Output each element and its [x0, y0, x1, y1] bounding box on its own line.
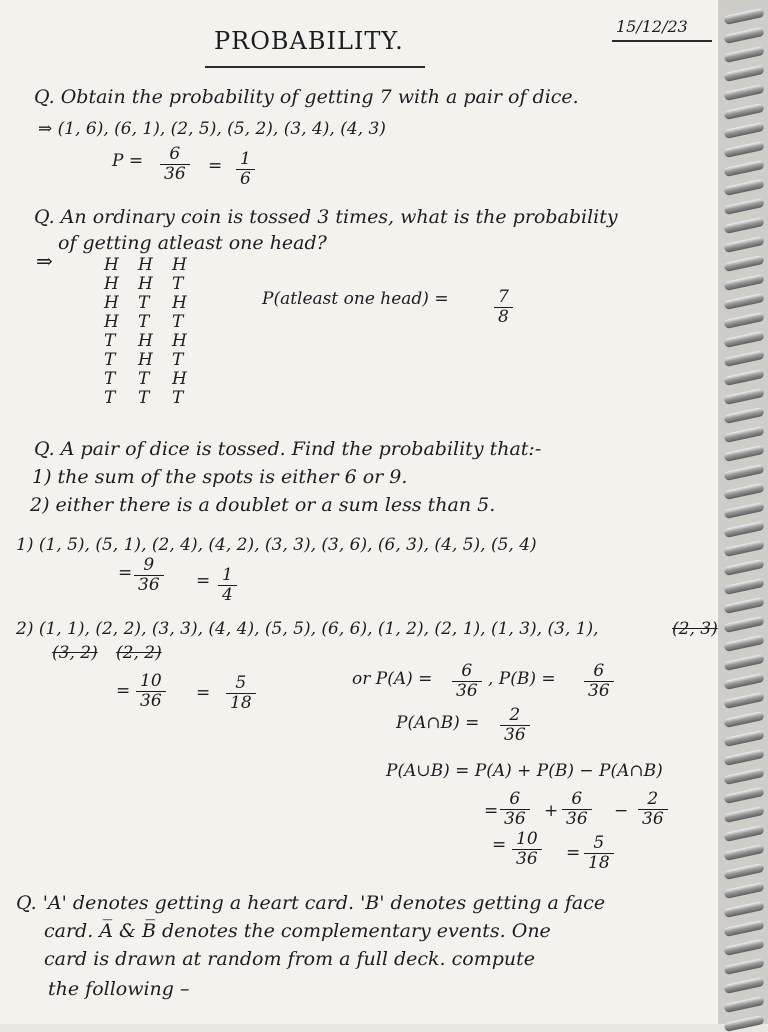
- q3-or-pa-label: or P(A) =: [352, 669, 433, 689]
- spiral-coil: [724, 445, 765, 462]
- spiral-coil: [724, 179, 765, 196]
- toss-outcome-row: [104, 256, 206, 275]
- spiral-coil: [724, 369, 765, 386]
- q3-result-fraction-10-36: $\frac{10}{36}$: [512, 830, 542, 869]
- q3-question-line2: 1) the sum of the spots is either 6 or 9.: [32, 466, 408, 488]
- q3-result-eq1: =: [492, 835, 507, 855]
- toss-outcome-cell: T: [104, 350, 116, 370]
- toss-outcome-cell: T: [104, 331, 116, 351]
- q3-part1-fraction-1-4: $\frac{1}{4}$: [218, 566, 237, 605]
- q3-part2-fraction-10-36: $\frac{10}{36}$: [136, 672, 166, 711]
- spiral-coil: [724, 312, 765, 329]
- spiral-coil: [724, 749, 765, 766]
- toss-outcome-cell: T: [172, 274, 184, 294]
- q2-question-line1: Q. An ordinary coin is tossed 3 times, what is the probability: [34, 206, 618, 228]
- q3-union-plus: +: [544, 801, 559, 821]
- spiral-coil: [724, 217, 765, 234]
- spiral-coil: [724, 635, 765, 652]
- spiral-coil: [724, 806, 765, 823]
- spiral-coil: [724, 27, 765, 44]
- spiral-coil: [724, 122, 765, 139]
- coin-toss-outcomes: [104, 256, 206, 408]
- q3-part2-struck-32: (3, 2): [52, 643, 98, 663]
- toss-outcome-cell: T: [172, 312, 184, 332]
- spiral-coil: [724, 844, 765, 861]
- toss-outcome-cell: T: [138, 293, 150, 313]
- toss-outcome-cell: H: [138, 350, 153, 370]
- q3-question-line3: 2) either there is a doublet or a sum less than 5.: [30, 494, 496, 516]
- q3-pab-label: P(A∩B) =: [396, 713, 480, 733]
- toss-outcome-cell: T: [138, 369, 150, 389]
- q3-pb-label: , P(B) =: [488, 669, 556, 689]
- q4-line4: the following –: [48, 978, 190, 1000]
- spiral-coil: [724, 103, 765, 120]
- toss-outcome-cell: H: [172, 331, 187, 351]
- q3-part1-outcomes: 1) (1, 5), (5, 1), (2, 4), (4, 2), (3, 3), (3, 6), (6, 3), (4, 5), (5, 4): [16, 535, 537, 555]
- q4-line3: card is drawn at random from a full deck. compute: [44, 948, 535, 970]
- q1-equals: =: [208, 156, 223, 176]
- date-label: 15/12/23: [616, 17, 688, 36]
- spiral-coil: [724, 407, 765, 424]
- q3-union-fraction-2: $\frac{6}{36}$: [562, 790, 592, 829]
- spiral-coil: [724, 198, 765, 215]
- spiral-coil: [724, 388, 765, 405]
- toss-outcome-row: [104, 370, 206, 389]
- spiral-coil: [724, 1015, 765, 1032]
- spiral-coil: [724, 996, 765, 1013]
- q1-p-label: P =: [112, 151, 144, 171]
- spiral-coil: [724, 160, 765, 177]
- q2-answer-label: P(atleast one head) =: [262, 289, 449, 309]
- q3-part2-struck-23: (2, 3): [672, 619, 718, 639]
- toss-outcome-cell: T: [104, 369, 116, 389]
- q3-pa-fraction: $\frac{6}{36}$: [452, 662, 482, 701]
- q3-part2-fraction-5-18: $\frac{5}{18}$: [226, 674, 256, 713]
- q3-part1-fraction-9-36: $\frac{9}{36}$: [134, 556, 164, 595]
- spiral-coil: [724, 502, 765, 519]
- q3-part2-eq2: =: [196, 683, 211, 703]
- q3-union-fraction-3: $\frac{2}{36}$: [638, 790, 668, 829]
- q3-union-eq: =: [484, 801, 499, 821]
- title-underline: [205, 66, 425, 68]
- toss-outcome-cell: T: [104, 388, 116, 408]
- spiral-coil: [724, 673, 765, 690]
- toss-outcome-cell: H: [104, 274, 119, 294]
- q3-part2-eq1: =: [116, 681, 131, 701]
- spiral-coil: [724, 920, 765, 937]
- q2-arrow: ⇒: [36, 249, 53, 273]
- q1-fraction-1-6: $\frac{1}{6}$: [236, 150, 255, 189]
- toss-outcome-row: [104, 275, 206, 294]
- toss-outcome-cell: T: [172, 388, 184, 408]
- spiral-coil: [724, 787, 765, 804]
- spiral-coil: [724, 616, 765, 633]
- toss-outcome-cell: T: [138, 312, 150, 332]
- q1-fraction-6-36: $\frac{6}{36}$: [160, 145, 190, 184]
- toss-outcome-row: [104, 389, 206, 408]
- q1-question: Q. Obtain the probability of getting 7 with a pair of dice.: [34, 86, 579, 108]
- spiral-coil: [724, 65, 765, 82]
- toss-outcome-row: [104, 332, 206, 351]
- toss-outcome-cell: H: [104, 312, 119, 332]
- q3-part2-outcomes: 2) (1, 1), (2, 2), (3, 3), (4, 4), (5, 5), (6, 6), (1, 2), (2, 1), (1, 3), (3, 1),: [16, 619, 599, 639]
- toss-outcome-cell: T: [172, 350, 184, 370]
- spiral-coil: [724, 8, 765, 25]
- spiral-coil: [724, 46, 765, 63]
- q3-part2-struck-22: (2, 2): [116, 643, 162, 663]
- spiral-coil: [724, 559, 765, 576]
- spiral-coil: [724, 331, 765, 348]
- spiral-coil: [724, 863, 765, 880]
- spiral-coil: [724, 825, 765, 842]
- q4-line2: card. A̅ & B̅ denotes the complementary events. One: [44, 920, 551, 942]
- toss-outcome-cell: H: [138, 331, 153, 351]
- q3-pab-fraction: $\frac{2}{36}$: [500, 706, 530, 745]
- q3-union-minus: −: [614, 801, 629, 821]
- q3-union-formula: P(A∪B) = P(A) + P(B) − P(A∩B): [386, 761, 663, 781]
- date-underline: [612, 40, 712, 42]
- page-title: PROBABILITY.: [214, 27, 404, 55]
- q4-line1: Q. 'A' denotes getting a heart card. 'B' denotes getting a face: [16, 892, 606, 914]
- toss-outcome-row: [104, 313, 206, 332]
- notebook-spiral-binding: [718, 0, 768, 1024]
- spiral-coil: [724, 901, 765, 918]
- spiral-coil: [724, 730, 765, 747]
- q3-union-fraction-1: $\frac{6}{36}$: [500, 790, 530, 829]
- spiral-coil: [724, 597, 765, 614]
- spiral-coil: [724, 977, 765, 994]
- q3-result-fraction-5-18: $\frac{5}{18}$: [584, 834, 614, 873]
- spiral-coil: [724, 711, 765, 728]
- toss-outcome-cell: H: [138, 274, 153, 294]
- q3-part1-eq1: =: [118, 563, 133, 583]
- spiral-coil: [724, 483, 765, 500]
- q2-question-line2: of getting atleast one head?: [58, 232, 327, 254]
- q3-question-line1: Q. A pair of dice is tossed. Find the probability that:-: [34, 438, 542, 460]
- spiral-coil: [724, 768, 765, 785]
- spiral-coil: [724, 692, 765, 709]
- q2-answer-fraction: $\frac{7}{8}$: [494, 288, 513, 327]
- spiral-coil: [724, 540, 765, 557]
- toss-outcome-cell: H: [104, 255, 119, 275]
- spiral-coil: [724, 84, 765, 101]
- q3-result-eq2: =: [566, 843, 581, 863]
- spiral-coil: [724, 882, 765, 899]
- toss-outcome-cell: H: [138, 255, 153, 275]
- spiral-coil: [724, 350, 765, 367]
- toss-outcome-cell: H: [172, 255, 187, 275]
- spiral-coil: [724, 521, 765, 538]
- spiral-coil: [724, 274, 765, 291]
- q3-pb-fraction: $\frac{6}{36}$: [584, 662, 614, 701]
- toss-outcome-row: [104, 294, 206, 313]
- spiral-coil: [724, 141, 765, 158]
- spiral-coil: [724, 255, 765, 272]
- spiral-coil: [724, 578, 765, 595]
- spiral-coil: [724, 293, 765, 310]
- toss-outcome-cell: H: [172, 293, 187, 313]
- spiral-coil: [724, 654, 765, 671]
- spiral-coil: [724, 939, 765, 956]
- spiral-coil: [724, 958, 765, 975]
- q1-outcomes: ⇒ (1, 6), (6, 1), (2, 5), (5, 2), (3, 4), (4, 3): [38, 119, 386, 139]
- toss-outcome-cell: T: [138, 388, 150, 408]
- spiral-coil: [724, 426, 765, 443]
- spiral-coil: [724, 236, 765, 253]
- spiral-coil: [724, 464, 765, 481]
- q3-part1-eq2: =: [196, 571, 211, 591]
- toss-outcome-cell: H: [172, 369, 187, 389]
- toss-outcome-row: [104, 351, 206, 370]
- toss-outcome-cell: H: [104, 293, 119, 313]
